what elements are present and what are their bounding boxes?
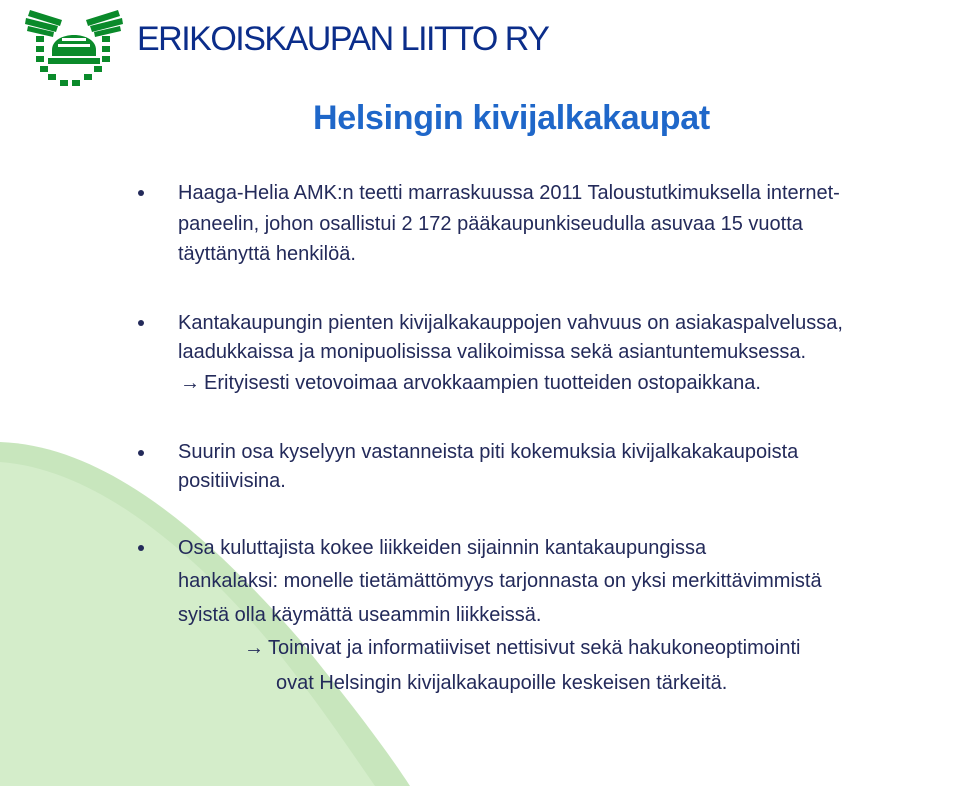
organization-name: ERIKOISKAUPAN LIITTO RY — [137, 20, 549, 58]
bullet-text-line: paneelin, johon osallistui 2 172 pääkaupunkiseudulla asuvaa 15 vuotta — [178, 213, 803, 235]
bullet-text-line: Kantakaupungin pienten kivijalkakauppojen vahvuus on asiakaspalvelussa, — [178, 312, 843, 334]
arrow-text: Toimivat ja informatiiviset nettisivut sekä hakukoneoptimointi — [268, 637, 801, 659]
bullet-dot — [138, 450, 144, 456]
arrow-text-line — [244, 637, 800, 660]
bullet-dot — [138, 320, 144, 326]
arrow-text-line: ovat Helsingin kivijalkakaupoille keskeisen tärkeitä. — [276, 672, 728, 694]
right-arrow-icon: → — [244, 637, 264, 659]
bullet-dot — [138, 545, 144, 551]
arrow-text: Erityisesti vetovoimaa arvokkaampien tuotteiden ostopaikkana. — [204, 372, 761, 394]
bullet-text-line: Haaga-Helia AMK:n teetti marraskuussa 2011 Taloustutkimuksella internet- — [178, 182, 840, 204]
bullet-text-line: syistä olla käymättä useammin liikkeissä. — [178, 604, 542, 626]
arrow-text-line — [180, 372, 761, 395]
bullet-text-line: Osa kuluttajista kokee liikkeiden sijainnin kantakaupungissa — [178, 537, 707, 559]
bullet-text-line: positiivisina. — [178, 470, 286, 492]
bullet-text-line: Suurin osa kyselyyn vastanneista piti kokemuksia kivijalkakakaupoista — [178, 441, 799, 463]
bullet-dot — [138, 190, 144, 196]
bullet-text-line: hankalaksi: monelle tietämättömyys tarjonnasta on yksi merkittävimmistä — [178, 570, 822, 592]
right-arrow-icon: → — [180, 372, 200, 394]
slide-title: Helsingin kivijalkakaupat — [313, 99, 710, 137]
bullet-text-line: laadukkaissa ja monipuolisissa valikoimissa sekä asiantuntemuksessa. — [178, 341, 807, 363]
bullet-text-line: täyttänyttä henkilöä. — [178, 243, 356, 265]
